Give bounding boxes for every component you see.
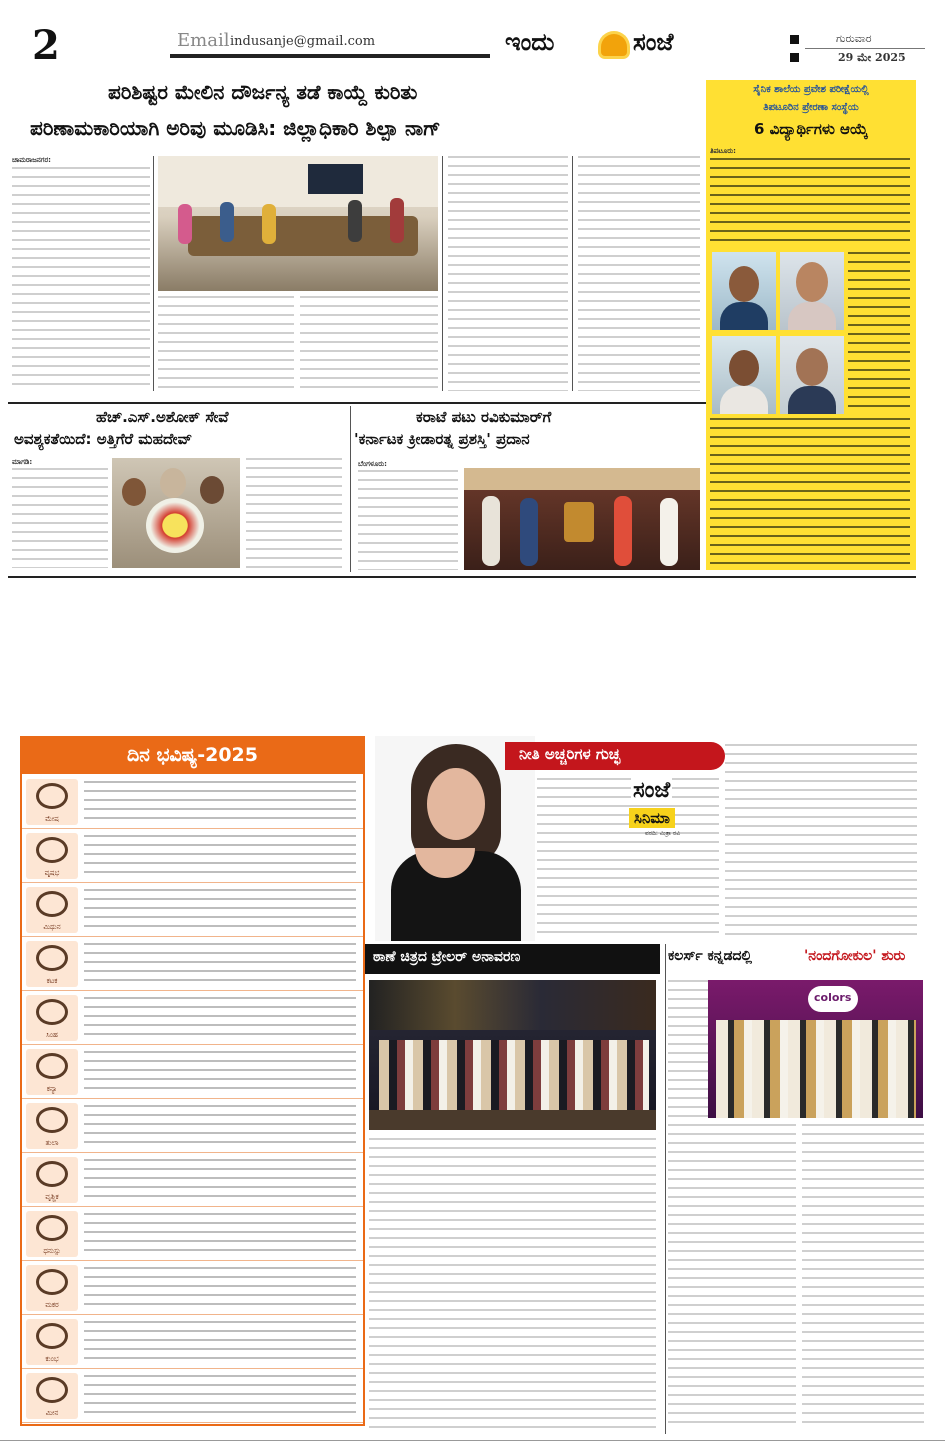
fish-icon [26, 1373, 78, 1419]
ashok-body-col-1 [12, 468, 108, 568]
horoscope-row [22, 1208, 363, 1261]
water-bearer-icon [26, 1319, 78, 1365]
ashok-story [8, 406, 346, 574]
cinema-header-bar [505, 742, 725, 770]
main-headline-2: ಪರಿಣಾಮಕಾರಿಯಾಗಿ ಅರಿವು ಮೂಡಿಸಿ: ಜಿಲ್ಲಾಧಿಕಾರಿ ಶಿಲ್ಪಾ ನಾಗ್ [30, 116, 441, 140]
masthead [0, 0, 945, 70]
meeting-photo [158, 156, 438, 291]
horoscope-row [22, 776, 363, 829]
trailer-body-col-1 [369, 1138, 656, 1428]
cinema-body-col-2 [725, 744, 917, 936]
ram-icon [26, 779, 78, 825]
sign-label: ಮಿಥುನ [43, 923, 61, 931]
sign-label: ಕುಂಭ [45, 1355, 59, 1363]
nandagokula-cast-photo [708, 980, 923, 1118]
karate-body-col-1 [358, 470, 458, 570]
logo-right: ಸಂಜೆ [633, 28, 674, 56]
horoscope-row [22, 938, 363, 991]
colors-headline [668, 944, 925, 974]
horoscope-text [84, 781, 356, 821]
sign-label: ಮಕರ [45, 1301, 59, 1309]
horoscope-text [84, 1159, 356, 1199]
sign-label: ತುಲಾ [45, 1139, 59, 1147]
sainik-names-col [848, 252, 910, 412]
logo-left: ಇಂದು [505, 28, 555, 56]
sainik-dateline: ತಿಪಟೂರು: [710, 147, 736, 155]
horoscope-row [22, 1370, 363, 1423]
email-address[interactable]: indusanje@gmail.com [230, 34, 376, 49]
page-number: 2 [32, 22, 60, 69]
main-headline-1: ಪರಿಶಿಷ್ಟರ ಮೇಲಿನ ದೌರ್ಜನ್ಯ ತಡೆ ಕಾಯ್ದೆ ಕುರಿತು [108, 80, 418, 104]
scales-icon [26, 1103, 78, 1149]
cinema-byline: ವರದಿ: ಮಿತ್ರಾ ರವಿ [645, 830, 681, 837]
karate-headline-2: 'ಕರ್ನಾಟಕ ಕ್ರೀಡಾರತ್ನ ಪ್ರಶಸ್ತಿ' ಪ್ರದಾನ [354, 430, 530, 448]
goat-icon [26, 1265, 78, 1311]
ashok-headline-2: ಅವಶ್ಯಕತೆಯಿದೆ: ಅತ್ತಿಗೆರೆ ಮಹದೇವ್ [14, 430, 193, 448]
trailer-headline-bar [365, 944, 660, 974]
horoscope-text [84, 889, 356, 929]
main-body-col-2 [158, 296, 294, 391]
crab-icon [26, 941, 78, 987]
sainik-headline-1: ಸೈನಿಕ ಶಾಲೆಯ ಪ್ರವೇಶ ಪರೀಕ್ಷೆಯಲ್ಲಿ [753, 84, 869, 95]
karate-dateline: ಬೆಂಗಳೂರು: [358, 460, 387, 468]
cinema-section [365, 736, 925, 941]
karate-headline-1: ಕರಾಟೆ ಪಟು ರವಿಕುಮಾರ್‌ಗೆ [416, 408, 552, 426]
trailer-headline: ಠಾಣೆ ಚಿತ್ರದ ಟ್ರೇಲರ್ ಅನಾವರಣ [373, 949, 521, 965]
issue-date: 29 ಮೇ 2025 [838, 51, 906, 64]
main-body-col-1 [12, 167, 150, 389]
horoscope-row [22, 884, 363, 937]
cinema-logo-bottom: ಸಿನಿಮಾ [629, 808, 675, 828]
horoscope-row [22, 830, 363, 883]
felicitation-photo [112, 458, 240, 568]
horoscope-text [84, 1051, 356, 1091]
horoscope-row [22, 1046, 363, 1099]
sanje-cinema-logo [627, 778, 717, 838]
colors-story [668, 944, 925, 1434]
email-label: Email [177, 30, 230, 51]
main-body-col-3 [300, 296, 438, 391]
horoscope-row [22, 992, 363, 1045]
horoscope-row [22, 1316, 363, 1369]
horoscope-text [84, 1321, 356, 1361]
award-ceremony-photo [464, 468, 700, 570]
main-body-col-5 [578, 156, 700, 391]
horoscope-text [84, 1267, 356, 1307]
colors-headline-2: 'ನಂದಗೋಕುಲ' ಶುರು [804, 948, 906, 964]
sainik-body-bottom [710, 418, 910, 566]
horoscope-text [84, 1213, 356, 1253]
horoscope-title: ದಿನ ಭವಿಷ್ಯ-2025 [127, 744, 258, 766]
horoscope-text [84, 835, 356, 875]
sign-label: ಧನುಸ್ಸು [43, 1247, 61, 1255]
ashok-body-col-2 [246, 458, 342, 568]
horoscope-text [84, 1375, 356, 1415]
scorpion-icon [26, 1157, 78, 1203]
archer-icon [26, 1211, 78, 1257]
date-block [790, 32, 930, 66]
sun-icon [601, 34, 627, 56]
horoscope-row [22, 1262, 363, 1315]
bull-icon [26, 833, 78, 879]
horoscope-panel [20, 736, 365, 1426]
sign-label: ಮೇಷ [45, 815, 59, 823]
sign-label: ವೃಶ್ಚಿಕ [45, 1193, 59, 1201]
cinema-logo-top: ಸಂಜೆ [633, 778, 671, 803]
karate-story [354, 406, 704, 574]
student-photo-2 [780, 252, 844, 330]
square-bullet-icon [790, 53, 799, 62]
sign-label: ಕಟಕ [46, 977, 58, 985]
square-bullet-icon [790, 35, 799, 44]
main-dateline: ಚಾಮರಾಜನಗರ: [12, 156, 51, 164]
trailer-story [365, 944, 660, 1434]
horoscope-row [22, 1100, 363, 1153]
colors-body-col-2 [668, 1124, 796, 1426]
sign-label: ಮೀನ [45, 1409, 59, 1417]
ashok-dateline: ಮಾಗಡಿ: [12, 458, 33, 466]
twins-icon [26, 887, 78, 933]
sign-label: ಕನ್ಯಾ [46, 1085, 58, 1093]
horoscope-text [84, 943, 356, 983]
sainik-headline-3: 6 ವಿದ್ಯಾರ್ಥಿಗಳು ಆಯ್ಕೆ [753, 120, 869, 138]
maiden-icon [26, 1049, 78, 1095]
student-photo-1 [712, 252, 776, 330]
lion-icon [26, 995, 78, 1041]
horoscope-list [22, 776, 363, 1424]
sign-label: ವೃಷಭ [44, 869, 60, 877]
ashok-headline-1: ಹೆಚ್.ಎಸ್.ಅಶೋಕ್ ಸೇವೆ [96, 408, 229, 426]
colors-channel-logo: colors [814, 991, 852, 1004]
masthead-underline [170, 54, 490, 58]
sainik-story-box [706, 80, 916, 570]
weekday: ಗುರುವಾರ [836, 32, 872, 45]
student-photo-3 [712, 336, 776, 414]
colors-headline-1: ಕಲರ್ಸ್ ಕನ್ನಡದಲ್ಲಿ [668, 948, 752, 964]
sainik-body-top [710, 158, 910, 248]
newspaper-logo [505, 28, 785, 70]
sainik-headline-2: ತಿಪಟೂರಿನ ಪ್ರೇರಣಾ ಸಂಸ್ಥೆಯ [763, 102, 859, 113]
cinema-header: ನೀತಿ ಅಚ್ಚರಿಗಳ ಗುಚ್ಛ [519, 745, 621, 763]
sign-label: ಸಿಂಹ [46, 1031, 58, 1039]
main-story [8, 78, 706, 400]
main-body-col-4 [448, 156, 568, 391]
student-photo-4 [780, 336, 844, 414]
trailer-launch-photo [369, 980, 656, 1130]
horoscope-text [84, 1105, 356, 1145]
horoscope-row [22, 1154, 363, 1207]
horoscope-text [84, 997, 356, 1037]
horoscope-title-bar [22, 738, 363, 774]
colors-body-col-3 [802, 1124, 924, 1426]
